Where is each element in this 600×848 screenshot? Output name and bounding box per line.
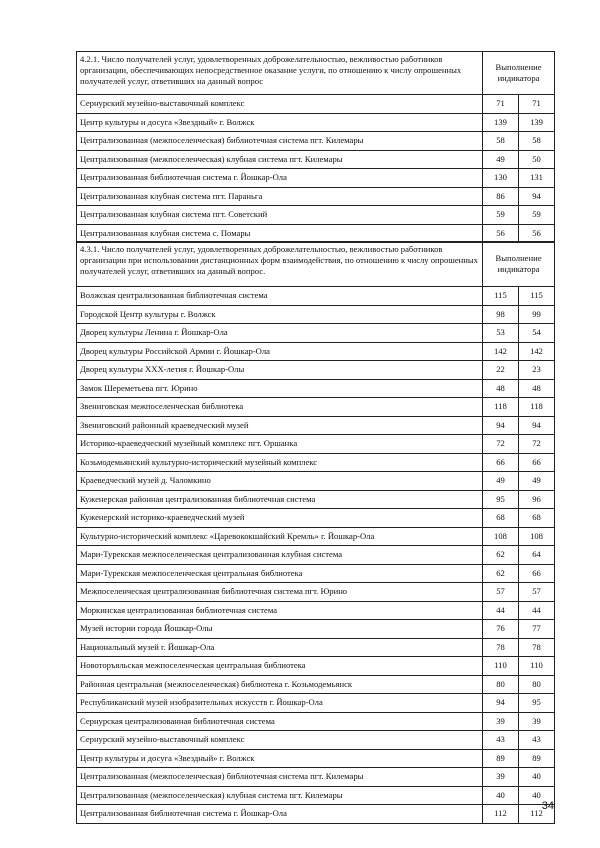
organization-name-cell: Замок Шереметьева пгт. Юрино (77, 379, 483, 398)
value-cell-a: 22 (483, 361, 519, 380)
table-row (77, 490, 555, 509)
value-cell-a: 139 (483, 113, 519, 132)
table-row (77, 287, 555, 306)
organization-name-cell: Моркинская централизованная библиотечная система (77, 601, 483, 620)
organization-name-cell: Централизованная (межпоселенческая) библиотечная система пгт. Килемары (77, 768, 483, 787)
organization-name-cell: Центр культуры и досуга «Звездный» г. Волжск (77, 749, 483, 768)
value-cell-a: 49 (483, 150, 519, 169)
organization-name-cell: Республиканский музей изобразительных искусств г. Йошкар-Ола (77, 694, 483, 713)
organization-name-cell: Городской Центр культуры г. Волжск (77, 305, 483, 324)
organization-name-cell: Мари-Турекская межпоселенческая централизованная клубная система (77, 546, 483, 565)
value-cell-b: 110 (519, 657, 555, 676)
value-cell-a: 49 (483, 472, 519, 491)
table-body (77, 242, 555, 824)
organization-name-cell: Централизованная клубная система пгт. Параньга (77, 187, 483, 206)
organization-name-cell: Централизованная (межпоселенческая) клубная система пгт. Килемары (77, 150, 483, 169)
table-row (77, 379, 555, 398)
table-row (77, 805, 555, 824)
table-row (77, 342, 555, 361)
table-row (77, 453, 555, 472)
table-row (77, 712, 555, 731)
value-cell-a: 39 (483, 712, 519, 731)
table-row (77, 583, 555, 602)
value-cell-b: 115 (519, 287, 555, 306)
table-row (77, 638, 555, 657)
table-row (77, 416, 555, 435)
organization-name-cell: Козьмодемьянский культурно-исторический музейный комплекс (77, 453, 483, 472)
value-cell-b: 118 (519, 398, 555, 417)
value-cell-b: 108 (519, 527, 555, 546)
value-cell-a: 62 (483, 564, 519, 583)
organization-name-cell: Централизованная клубная система с. Помары (77, 224, 483, 243)
organization-name-cell: Национальный музей г. Йошкар-Ола (77, 638, 483, 657)
indicator-description: 4.2.1. Число получателей услуг, удовлетворенных доброжелательностью, вежливостью работников организации, обеспечивающих непосредственное оказание услуги, по отношению к числу опрошенных получателей услуг, ответивших на данный вопрос (77, 52, 483, 95)
value-cell-b: 78 (519, 638, 555, 657)
value-cell-b: 59 (519, 206, 555, 225)
column-header-line-2: индикатора (497, 73, 540, 83)
value-cell-a: 98 (483, 305, 519, 324)
value-cell-b: 80 (519, 675, 555, 694)
table-row (77, 694, 555, 713)
value-cell-b: 72 (519, 435, 555, 454)
value-cell-a: 108 (483, 527, 519, 546)
organization-name-cell: Новоторъяльская межпоселенческая центральная библиотека (77, 657, 483, 676)
value-cell-a: 142 (483, 342, 519, 361)
organization-name-cell: Централизованная (межпоселенческая) библиотечная система пгт. Килемары (77, 132, 483, 151)
organization-name-cell: Сернурский музейно-выставочный комплекс (77, 731, 483, 750)
value-cell-a: 118 (483, 398, 519, 417)
organization-name-cell: Централизованная библиотечная система г. Йошкар-Ола (77, 169, 483, 188)
table-row (77, 132, 555, 151)
value-cell-a: 130 (483, 169, 519, 188)
value-cell-a: 59 (483, 206, 519, 225)
indicator-table-4-3-1 (76, 241, 555, 824)
value-cell-b: 57 (519, 583, 555, 602)
value-cell-b: 99 (519, 305, 555, 324)
organization-name-cell: Централизованная библиотечная система г. Йошкар-Ола (77, 805, 483, 824)
value-cell-b: 95 (519, 694, 555, 713)
table-body (77, 52, 555, 243)
organization-name-cell: Дворец культуры ХХХ-летия г. Йошкар-Олы (77, 361, 483, 380)
table-row (77, 435, 555, 454)
column-header-line-1: Выполнение (495, 62, 542, 72)
value-cell-a: 68 (483, 509, 519, 528)
value-cell-b: 44 (519, 601, 555, 620)
table-row (77, 472, 555, 491)
value-cell-b: 112 (519, 805, 555, 824)
page-number: 34 (541, 800, 554, 812)
value-cell-b: 94 (519, 416, 555, 435)
value-cell-a: 94 (483, 694, 519, 713)
value-cell-b: 49 (519, 472, 555, 491)
value-cell-b: 58 (519, 132, 555, 151)
organization-name-cell: Центр культуры и досуга «Звездный» г. Волжск (77, 113, 483, 132)
value-cell-b: 68 (519, 509, 555, 528)
value-cell-a: 53 (483, 324, 519, 343)
organization-name-cell: Краеведческий музей д. Чаломкино (77, 472, 483, 491)
table-row (77, 675, 555, 694)
value-cell-a: 80 (483, 675, 519, 694)
value-cell-a: 58 (483, 132, 519, 151)
organization-name-cell: Звениговский районный краеведческий музей (77, 416, 483, 435)
organization-name-cell: Централизованная клубная система пгт. Советский (77, 206, 483, 225)
table-row (77, 113, 555, 132)
value-cell-a: 115 (483, 287, 519, 306)
organization-name-cell: Историко-краеведческий музейный комплекс пгт. Оршанка (77, 435, 483, 454)
table-row (77, 398, 555, 417)
organization-name-cell: Дворец культуры Ленина г. Йошкар-Ола (77, 324, 483, 343)
indicator-table-4-2-1 (76, 51, 555, 243)
organization-name-cell: Мари-Турекская межпоселенческая центральная библиотека (77, 564, 483, 583)
value-cell-b: 96 (519, 490, 555, 509)
value-cell-b: 77 (519, 620, 555, 639)
value-cell-a: 86 (483, 187, 519, 206)
value-cell-a: 95 (483, 490, 519, 509)
table-row (77, 620, 555, 639)
value-cell-b: 71 (519, 95, 555, 114)
table-row (77, 786, 555, 805)
value-cell-a: 44 (483, 601, 519, 620)
table-row (77, 509, 555, 528)
value-cell-a: 110 (483, 657, 519, 676)
value-cell-b: 48 (519, 379, 555, 398)
value-cell-b: 40 (519, 786, 555, 805)
organization-name-cell: Куженерский историко-краеведческий музей (77, 509, 483, 528)
table-row (77, 224, 555, 243)
organization-name-cell: Сернурская централизованная библиотечная система (77, 712, 483, 731)
value-cell-b: 40 (519, 768, 555, 787)
value-cell-a: 112 (483, 805, 519, 824)
value-cell-b: 64 (519, 546, 555, 565)
column-header-performance (483, 242, 555, 287)
value-cell-b: 66 (519, 453, 555, 472)
table-header-row (77, 52, 555, 95)
organization-name-cell: Межпоселенческая централизованная библиотечная система пгт. Юрино (77, 583, 483, 602)
organization-name-cell: Дворец культуры Российской Армии г. Йошкар-Ола (77, 342, 483, 361)
table-row (77, 305, 555, 324)
value-cell-a: 57 (483, 583, 519, 602)
value-cell-b: 139 (519, 113, 555, 132)
table-row (77, 527, 555, 546)
value-cell-a: 94 (483, 416, 519, 435)
value-cell-a: 48 (483, 379, 519, 398)
value-cell-b: 94 (519, 187, 555, 206)
table-row (77, 361, 555, 380)
column-header-line-1: Выполнение (495, 253, 542, 263)
table-header-row (77, 242, 555, 287)
value-cell-a: 62 (483, 546, 519, 565)
table-row (77, 564, 555, 583)
table-row (77, 768, 555, 787)
value-cell-a: 40 (483, 786, 519, 805)
value-cell-b: 66 (519, 564, 555, 583)
value-cell-b: 54 (519, 324, 555, 343)
column-header-line-2: индикатора (497, 264, 540, 274)
value-cell-b: 43 (519, 731, 555, 750)
table-row (77, 657, 555, 676)
value-cell-a: 89 (483, 749, 519, 768)
value-cell-a: 71 (483, 95, 519, 114)
organization-name-cell: Районная центральная (межпоселенческая) библиотека г. Козьмодемьянск (77, 675, 483, 694)
value-cell-a: 78 (483, 638, 519, 657)
value-cell-a: 76 (483, 620, 519, 639)
organization-name-cell: Музей истории города Йошкар-Олы (77, 620, 483, 639)
value-cell-a: 66 (483, 453, 519, 472)
table-row (77, 324, 555, 343)
table-row (77, 150, 555, 169)
value-cell-b: 39 (519, 712, 555, 731)
table-row (77, 546, 555, 565)
column-header-performance (483, 52, 555, 95)
value-cell-b: 131 (519, 169, 555, 188)
organization-name-cell: Сернурский музейно-выставочный комплекс (77, 95, 483, 114)
table-row (77, 731, 555, 750)
value-cell-a: 39 (483, 768, 519, 787)
value-cell-a: 56 (483, 224, 519, 243)
organization-name-cell: Звениговская межпоселенческая библиотека (77, 398, 483, 417)
table-row (77, 187, 555, 206)
value-cell-a: 72 (483, 435, 519, 454)
organization-name-cell: Культурно-исторический комплекс «Царевококшайский Кремль» г. Йошкар-Ола (77, 527, 483, 546)
value-cell-b: 23 (519, 361, 555, 380)
value-cell-b: 56 (519, 224, 555, 243)
table-row (77, 601, 555, 620)
value-cell-b: 89 (519, 749, 555, 768)
table-row (77, 749, 555, 768)
table-row (77, 95, 555, 114)
value-cell-b: 50 (519, 150, 555, 169)
indicator-description: 4.3.1. Число получателей услуг, удовлетворенных доброжелательностью, вежливостью работников организации при использовании дистанционных форм взаимодействия, по отношению к числу опрошенных получателей услуг, ответивших на данный вопрос. (77, 242, 483, 287)
value-cell-a: 43 (483, 731, 519, 750)
organization-name-cell: Куженерская районная централизованная библиотечная система (77, 490, 483, 509)
organization-name-cell: Волжская централизованная библиотечная система (77, 287, 483, 306)
table-row (77, 206, 555, 225)
value-cell-b: 142 (519, 342, 555, 361)
organization-name-cell: Централизованная (межпоселенческая) клубная система пгт. Килемары (77, 786, 483, 805)
table-row (77, 169, 555, 188)
